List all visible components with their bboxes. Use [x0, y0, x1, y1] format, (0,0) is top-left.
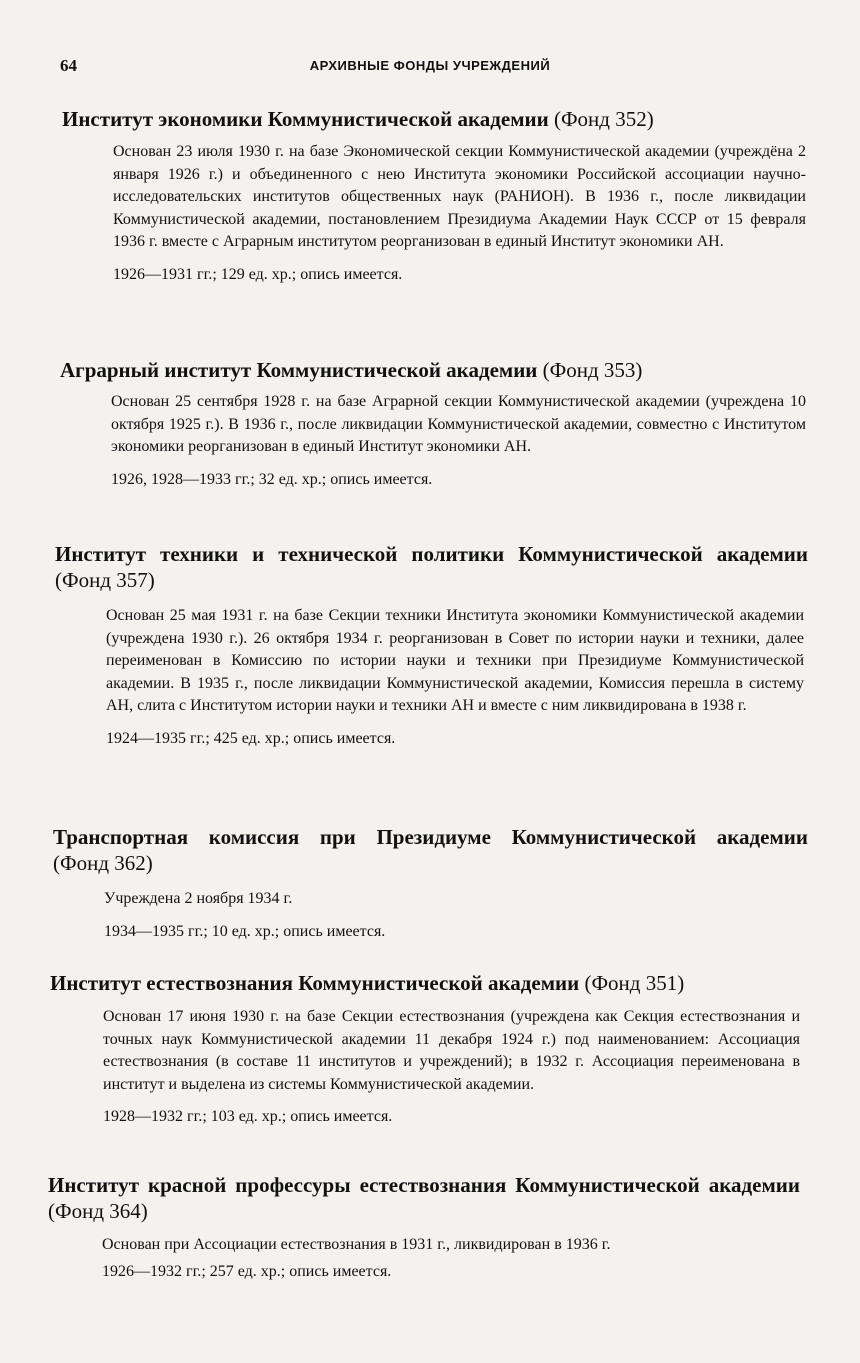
fond-number: (Фонд 364) — [48, 1199, 148, 1223]
archive-entry — [0, 824, 860, 943]
entry-holdings: 1928—1932 гг.; 103 ед. хр.; опись имеется. — [103, 1108, 393, 1125]
running-header: АРХИВНЫЕ ФОНДЫ УЧРЕЖДЕНИЙ — [309, 58, 551, 73]
entry-title: Институт красной профессуры естествознания Коммунистической академии (Фонд 364) — [48, 1173, 800, 1223]
fond-number: (Фонд 351) — [584, 971, 685, 995]
entry-title: Институт техники и технической политики Коммунистической академии (Фонд 357) — [55, 542, 808, 592]
entry-holdings: 1926, 1928—1933 гг.; 32 ед. хр.; опись имеется. — [111, 470, 433, 488]
archive-entry — [0, 1172, 860, 1283]
entry-title: Институт экономики Коммунистической академии (Фонд 352) — [62, 107, 654, 131]
entry-title: Аграрный институт Коммунистической академии (Фонд 353) — [60, 358, 643, 382]
entry-description: Основан 25 сентября 1928 г. на базе Аграрной секции Коммунистической академии (учреждена 10 октября 1925 г.). В 1936 г., после ликвидации Коммунистической академии, совместно с Институтом экономики реорганизован в единый Институт экономики АН. — [111, 393, 806, 455]
fond-number: (Фонд 352) — [553, 107, 654, 131]
archive-entry — [0, 357, 860, 491]
fond-number: (Фонд 353) — [542, 358, 643, 382]
archive-entry — [0, 106, 860, 286]
entry-holdings: 1926—1931 гг.; 129 ед. хр.; опись имеется. — [113, 265, 403, 283]
fond-number: (Фонд 362) — [53, 851, 153, 875]
archive-entry — [0, 970, 860, 1129]
entry-title: Институт естествознания Коммунистической академии (Фонд 351) — [50, 971, 685, 995]
entry-description: Учреждена 2 ноября 1934 г. — [104, 890, 293, 907]
entry-holdings: 1934—1935 гг.; 10 ед. хр.; опись имеется. — [104, 922, 386, 940]
entry-description: Основан при Ассоциации естествознания в 1931 г., ликвидирован в 1936 г. — [102, 1236, 611, 1253]
entry-holdings: 1926—1932 гг.; 257 ед. хр.; опись имеется. — [102, 1262, 392, 1280]
entry-title: Транспортная комиссия при Президиуме Коммунистической академии (Фонд 362) — [53, 825, 808, 875]
entry-description: Основан 17 июня 1930 г. на базе Секции естествознания (учреждена как Секция естествознания и точных наук Коммунистической академии 11 декабря 1924 г.) под наименованием: Ассоциация естествознания (в составе 11 институтов и учреждений); в 1932 г. Ассоциация переименована в институт и выделена из системы Коммунистической академии. — [103, 1008, 800, 1093]
archive-entry — [0, 541, 860, 750]
fond-number: (Фонд 357) — [55, 568, 155, 592]
entry-description: Основан 25 мая 1931 г. на базе Секции техники Института экономики Коммунистической академии (учреждена 1930 г.). 26 октября 1934 г. реорганизован в Совет по истории науки и техники, далее переименован в Комиссию по истории науки и техники при Президиуме Коммунистической академии. В 1935 г., после ликвидации Коммунистической академии, Комиссия перешла в систему АН, слита с Институтом истории науки и техники АН и вместе с ним ликвидирована в 1938 г. — [106, 607, 804, 714]
entry-holdings: 1924—1935 гг.; 425 ед. хр.; опись имеется. — [106, 729, 396, 747]
page-number: 64 — [60, 56, 77, 75]
entry-description: Основан 23 июля 1930 г. на базе Экономической секции Коммунистической академии (учреждёна 2 января 1926 г.) и объединенного с нею Института экономики Российской ассоциации научно-исследовательских институтов общественных наук (РАНИОН). В 1936 г., после ликвидации Коммунистической академии, постановлением Президиума Академии Наук СССР от 15 февраля 1936 г. вместе с Аграрным институтом реорганизован в единый Институт экономики АН. — [113, 143, 806, 250]
